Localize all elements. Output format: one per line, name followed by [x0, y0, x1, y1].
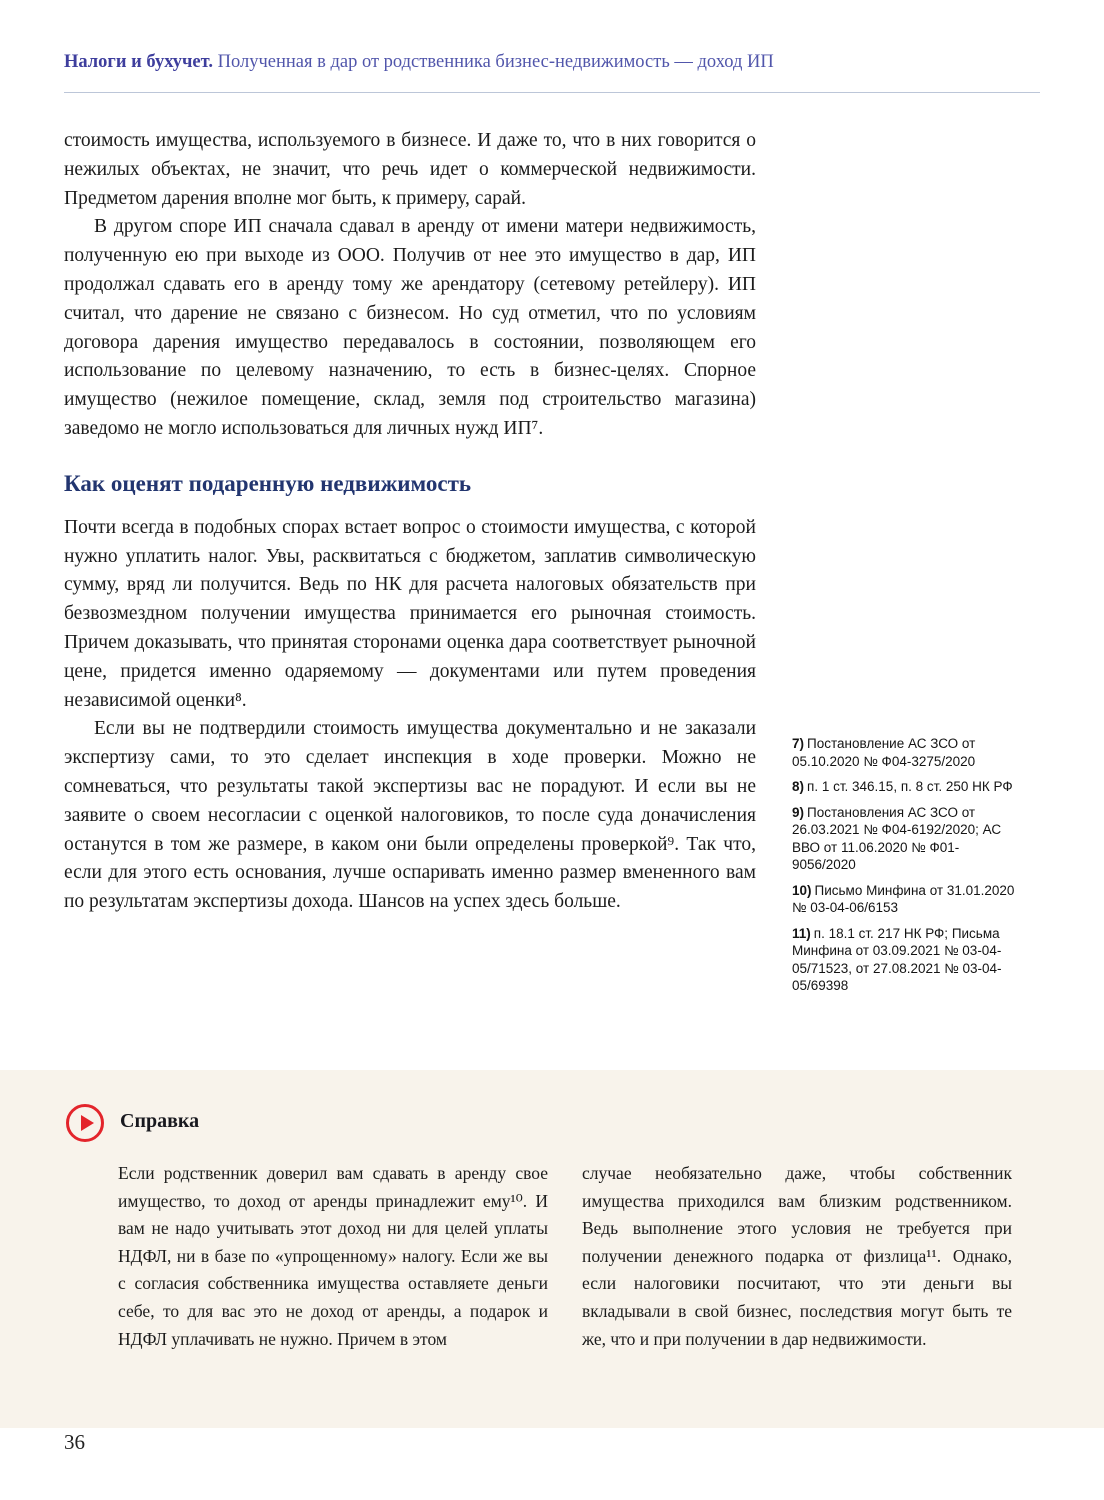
paragraph: В другом споре ИП сначала сдавал в аренду от имени матери недвижимость, полученную ею при выходе из ООО. Получив от нее это имущество в дар, ИП продолжал сдавать его в аренду тому же арендатору (сетевому ретейлеру). ИП считал, что дарение не связано с бизнесом. Но суд отметил, что по условиям договора дарения имущество передавалось в состоянии, позволяющем его использование по целевому назначению, то есть в бизнес-целях. Спорное имущество (нежилое помещение, склад, земля под строительство магазина) заведомо не могло использоваться для личных нужд ИП⁷.	[64, 216, 756, 439]
footnote-text: Постановления АС ЗСО от 26.03.2021 № Ф04-6192/2020; АС ВВО от 11.06.2020 № Ф01-9056/2020	[792, 804, 1002, 872]
running-header	[64, 50, 1040, 75]
header-divider	[64, 92, 1040, 93]
reference-columns	[118, 1160, 1012, 1353]
header-article-title: Полученная в дар от родственника бизнес-недвижимость — доход ИП	[217, 52, 774, 72]
page-number: 36	[64, 1430, 85, 1454]
header-rubric: Налоги и бухучет.	[64, 52, 213, 72]
paragraph: Почти всегда в подобных спорах встает вопрос о стоимости имущества, с которой нужно уплатить налог. Увы, расквитаться с бюджетом, заплатив символическую сумму, вряд ли получится. Ведь по НК для расчета налоговых обязательств при безвозмездном получении имущества принимается его рыночная стоимость. Причем доказывать, что принятая сторонами оценка дара соответствует рыночной цене, придется именно одаряемому — документами или путем проведения независимой оценки⁸.	[64, 516, 756, 711]
footnote-text: Письмо Минфина от 31.01.2020 № 03-04-06/6153	[792, 882, 1015, 915]
footnote	[792, 804, 1020, 874]
footnote	[792, 735, 1020, 770]
section-heading: Как оценят подаренную недвижимость	[64, 470, 472, 496]
footnote-text: п. 1 ст. 346.15, п. 8 ст. 250 НК РФ	[807, 779, 1013, 794]
reference-box-title: Справка	[120, 1110, 200, 1132]
footnote	[792, 778, 1020, 796]
reference-left-column: Если родственник доверил вам сдавать в аренду свое имущество, то доход от аренды принадлежит ему¹⁰. И вам не надо учитывать этот доход ни для целей уплаты НДФЛ, ни в базе по «упрощенному» налогу. Если же вы с согласия собственника имущества оставляете деньги себе, то для вас это не доход от аренды, а подарок и НДФЛ уплачивать не нужно. Причем в этом	[118, 1163, 548, 1349]
footnotes-sidebar	[792, 735, 1020, 1003]
article-body	[64, 127, 756, 917]
paragraph-continuation: стоимость имущества, используемого в бизнесе. И даже то, что в них говорится о нежилых объектах, не значит, что речь идет о коммерческой недвижимости. Предметом дарения вполне мог быть, к примеру, сарай.	[64, 130, 756, 209]
reference-box	[0, 1070, 1104, 1428]
footnote-text: п. 18.1 ст. 217 НК РФ; Письма Минфина от 03.09.2021 № 03-04-05/71523, от 27.08.2021 № 03-04-05/69398	[792, 925, 1002, 993]
footnote-number: 9)	[792, 804, 805, 820]
footnote-text: Постановление АС ЗСО от 05.10.2020 № Ф04-3275/2020	[792, 736, 976, 769]
footnote-number: 11)	[792, 925, 811, 941]
play-icon	[66, 1104, 104, 1142]
reference-right-column: случае необязательно даже, чтобы собственник имущества приходился вам близким родственником. Ведь выполнение этого условия не требуется при получении денежного подарка от физлица¹¹. Однако, если налоговики посчитают, что эти деньги вы вкладывали в свой бизнес, последствия могут быть те же, что и при получении в дар недвижимости.	[582, 1163, 1012, 1349]
footnote-number: 7)	[792, 736, 805, 751]
footnote-number: 8)	[792, 779, 805, 794]
footnote	[792, 925, 1020, 995]
play-triangle	[81, 1115, 94, 1131]
paragraph: Если вы не подтвердили стоимость имущества документально и не заказали экспертизу сами, то это сделает инспекция в ходе проверки. Можно не сомневаться, что результаты такой экспертизы вас не порадуют. И если вы не заявите о своем несогласии с оценкой налоговиков, то после суда доначисления останутся в том же размере, в каком они были определены проверкой⁹. Так что, если для этого есть основания, лучше оспаривать именно размер вмененного вам по результатам экспертизы дохода. Шансов на успех здесь больше.	[64, 718, 756, 913]
footnote-number: 10)	[792, 882, 812, 898]
footnote	[792, 882, 1020, 917]
